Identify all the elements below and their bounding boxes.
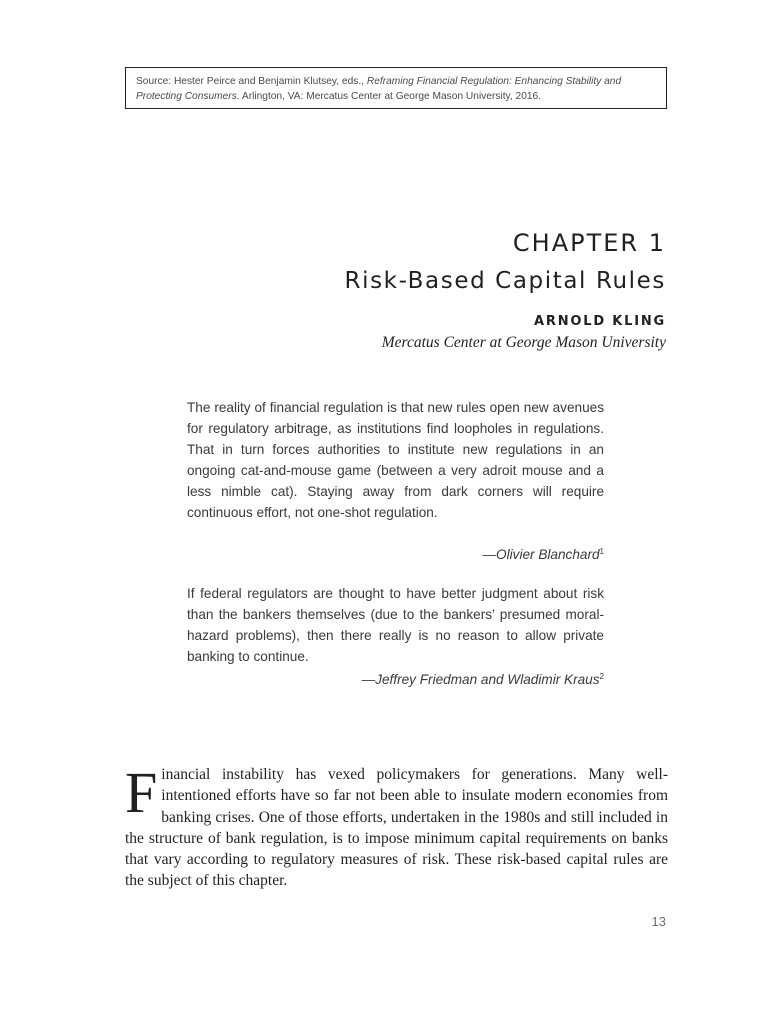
source-book-title: Reframing Financial Regulation: Enhancing Stability and Protecting Consumers <box>136 76 622 102</box>
source-citation-prefix: Source: Hester Peirce and Benjamin Klutsey, eds., <box>136 76 367 87</box>
epigraph-quote-2: If federal regulators are thought to have better judgment about risk than the bankers themselves (due to the bankers’ presumed moral-hazard problems), then there really is no reason to allow private banking to continue. <box>187 586 604 664</box>
page-number: 13 <box>651 914 666 929</box>
author-affiliation: Mercatus Center at George Mason University <box>381 334 666 351</box>
epigraph-attribution-1 <box>482 541 604 565</box>
body-paragraph-text: inancial instability has vexed policymakers for generations. Many well-intentioned efforts have so far not been able to insulate modern economies from banking crises. One of those efforts, undertaken in the 1980s and still included in the structure of bank regulation, is to impose minimum capital requirements on banks that vary according to regulatory measures of risk. These risk-based capital rules are the subject of this chapter. <box>125 766 668 890</box>
author-name: ARNOLD KLING <box>534 314 666 329</box>
epigraph-attribution-1-name: —Olivier Blanchard <box>482 547 600 562</box>
chapter-label: CHAPTER 1 <box>512 229 666 257</box>
epigraph-attribution-2-name: —Jeffrey Friedman and Wladimir Kraus <box>361 672 600 687</box>
footnote-marker-1[interactable]: 1 <box>599 547 604 556</box>
source-citation-suffix: . Arlington, VA: Mercatus Center at George Mason University, 2016. <box>236 91 542 102</box>
body-paragraph <box>125 760 668 892</box>
drop-cap: F <box>125 760 158 825</box>
epigraph-attribution-2 <box>362 666 604 690</box>
source-citation-box <box>125 67 667 109</box>
footnote-marker-2[interactable]: 2 <box>599 672 604 681</box>
chapter-title: Risk-Based Capital Rules <box>344 268 666 294</box>
epigraph-quote-1: The reality of financial regulation is that new rules open new avenues for regulatory arbitrage, as institutions find loopholes in regulations. That in turn forces authorities to institute new regulations in an ongoing cat-and-mouse game (between a very adroit mouse and a less nimble cat). Staying away from dark corners will require continuous effort, not one-shot regulation. <box>187 400 604 520</box>
